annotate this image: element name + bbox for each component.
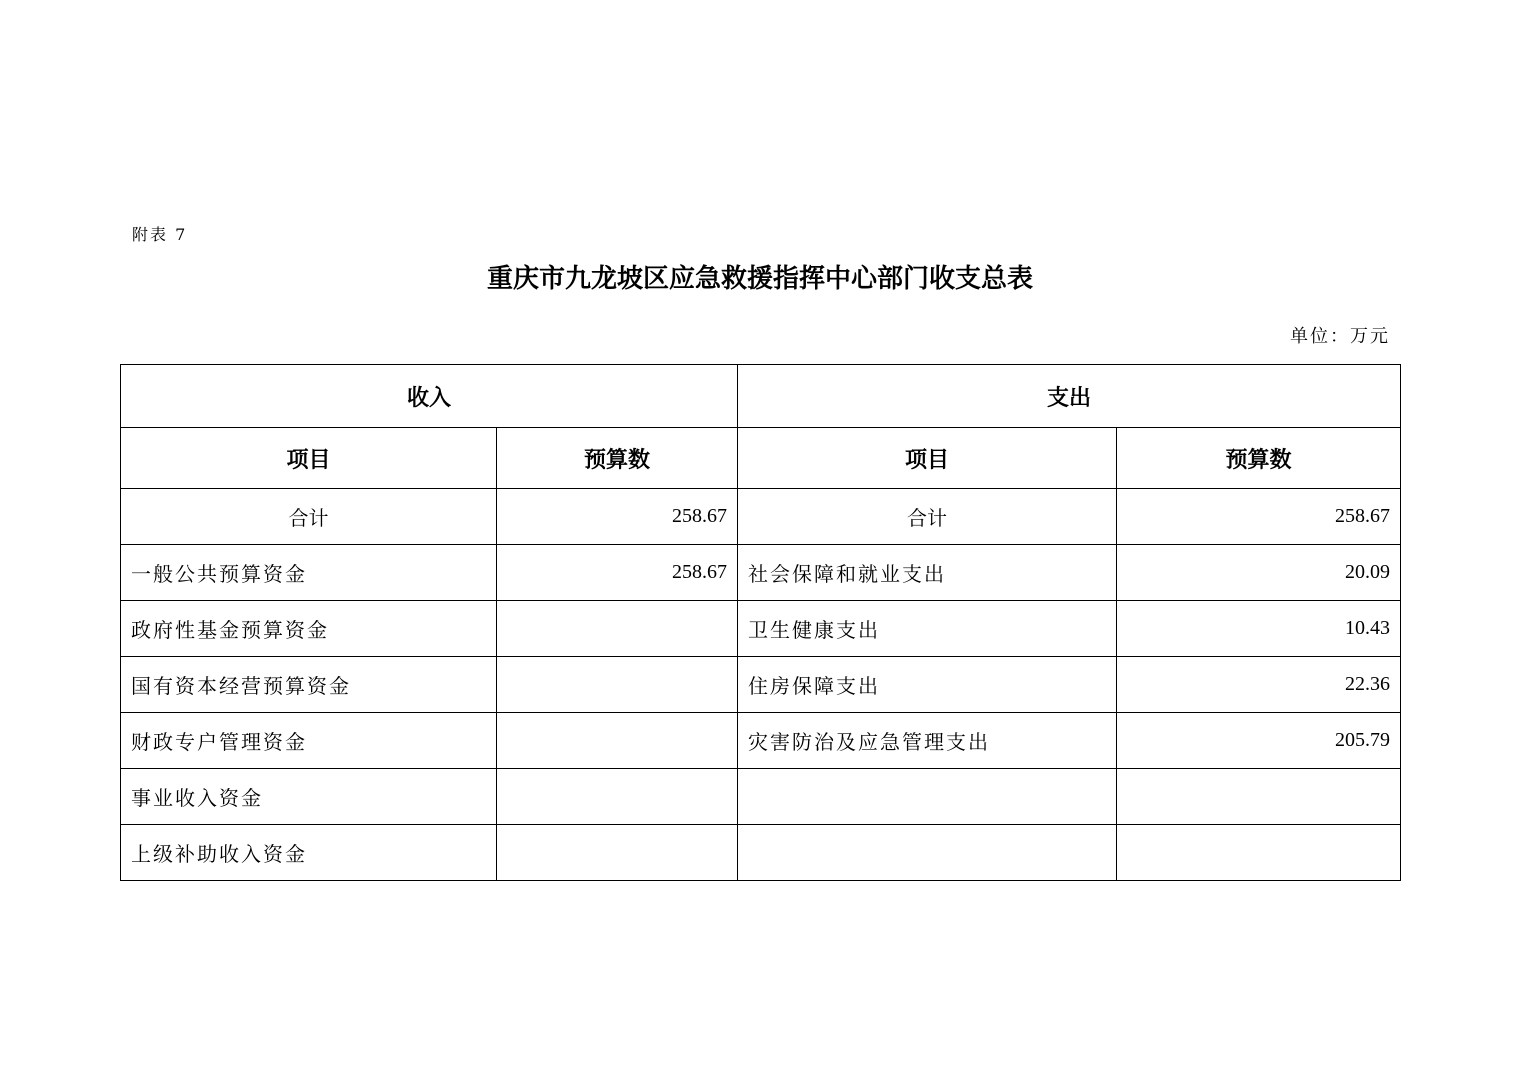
expense-header: 支出 bbox=[738, 365, 1401, 428]
income-value bbox=[497, 713, 738, 769]
expense-item: 卫生健康支出 bbox=[738, 601, 1117, 657]
table-row bbox=[121, 825, 1401, 881]
expense-value bbox=[1117, 825, 1401, 881]
expense-value: 205.79 bbox=[1117, 713, 1401, 769]
expense-value: 22.36 bbox=[1117, 657, 1401, 713]
income-item: 财政专户管理资金 bbox=[121, 713, 497, 769]
income-item: 政府性基金预算资金 bbox=[121, 601, 497, 657]
total-row bbox=[121, 489, 1401, 545]
expense-item: 住房保障支出 bbox=[738, 657, 1117, 713]
income-value: 258.67 bbox=[497, 545, 738, 601]
income-value bbox=[497, 601, 738, 657]
expense-item: 社会保障和就业支出 bbox=[738, 545, 1117, 601]
income-total-label: 合计 bbox=[121, 489, 497, 545]
table-row bbox=[121, 657, 1401, 713]
expense-item: 灾害防治及应急管理支出 bbox=[738, 713, 1117, 769]
expense-total-label: 合计 bbox=[738, 489, 1117, 545]
income-item: 国有资本经营预算资金 bbox=[121, 657, 497, 713]
page-title: 重庆市九龙坡区应急救援指挥中心部门收支总表 bbox=[486, 264, 1033, 294]
attachment-label: 附表 7 bbox=[132, 225, 188, 244]
income-value bbox=[497, 657, 738, 713]
income-budget-header: 预算数 bbox=[497, 428, 738, 489]
income-item: 事业收入资金 bbox=[121, 769, 497, 825]
expense-item-header: 项目 bbox=[738, 428, 1117, 489]
income-total-value: 258.67 bbox=[497, 489, 738, 545]
table-row bbox=[121, 601, 1401, 657]
table-row bbox=[121, 545, 1401, 601]
group-header-row bbox=[121, 365, 1401, 428]
expense-budget-header: 预算数 bbox=[1117, 428, 1401, 489]
income-header: 收入 bbox=[121, 365, 738, 428]
expense-item bbox=[738, 769, 1117, 825]
expense-item bbox=[738, 825, 1117, 881]
income-item: 上级补助收入资金 bbox=[121, 825, 497, 881]
expense-total-value: 258.67 bbox=[1117, 489, 1401, 545]
column-header-row bbox=[121, 428, 1401, 489]
unit-label: 单位：万元 bbox=[1290, 326, 1390, 347]
table-row bbox=[121, 713, 1401, 769]
budget-table bbox=[120, 364, 1401, 881]
income-value bbox=[497, 825, 738, 881]
expense-value bbox=[1117, 769, 1401, 825]
income-item-header: 项目 bbox=[121, 428, 497, 489]
expense-value: 20.09 bbox=[1117, 545, 1401, 601]
income-value bbox=[497, 769, 738, 825]
income-item: 一般公共预算资金 bbox=[121, 545, 497, 601]
table-row bbox=[121, 769, 1401, 825]
expense-value: 10.43 bbox=[1117, 601, 1401, 657]
